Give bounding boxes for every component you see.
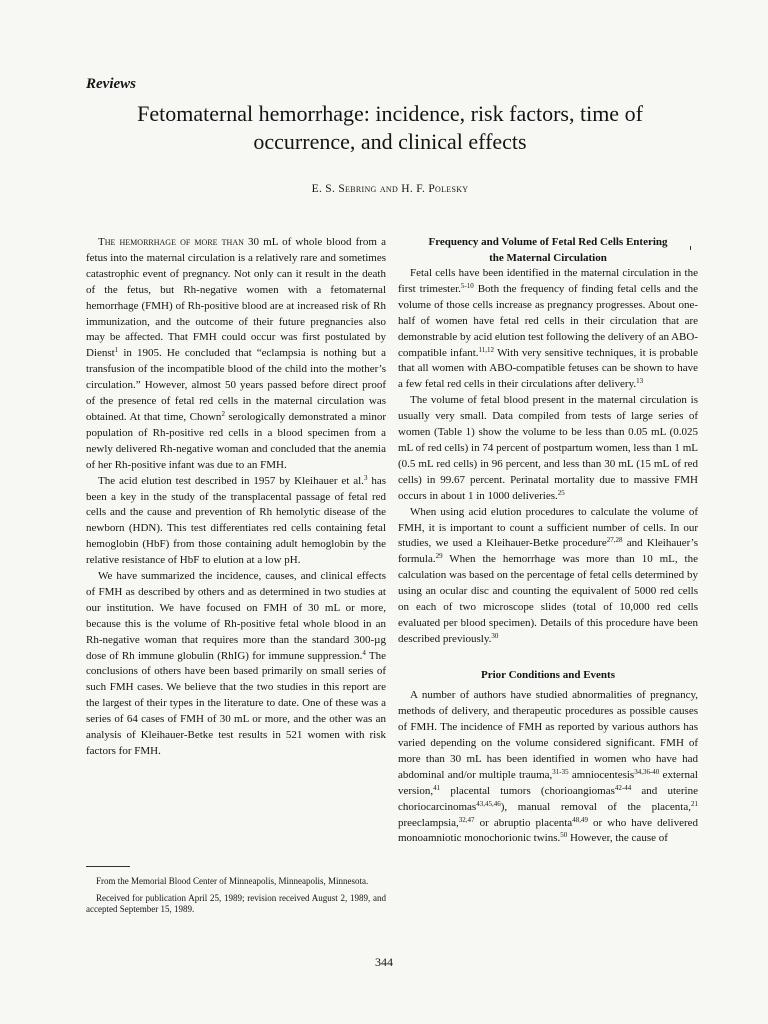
affiliation-footnote: From the Memorial Blood Center of Minneapolis, Minneapolis, Minnesota. xyxy=(96,876,369,886)
citation: 32,47 xyxy=(458,815,475,824)
citation: 5-10 xyxy=(460,281,474,290)
frequency-paragraph-2 xyxy=(398,393,698,504)
section-label: Reviews xyxy=(86,76,136,92)
footnote-divider xyxy=(86,866,130,867)
author-2-surname: olesky xyxy=(435,183,469,195)
citation: 31-35 xyxy=(552,767,569,776)
citation: 41 xyxy=(433,783,441,792)
title-line-1: Fetomaternal hemorrhage: incidence, risk factors, time of xyxy=(137,101,643,126)
paragraph-text: A number of authors have studied abnormalities of pregnancy, methods of delivery, and therapeutic procedures as possible causes of FMH. The incidence of FMH as reported by various authors has varied depending on the volume considered significant. FMH of more than 30 mL has been identified in women who have had abdominal and/or multiple trauma, xyxy=(398,689,698,781)
paragraph-text: placental tumors (chorioangiomas xyxy=(440,784,615,797)
paragraph-text: amniocentesis xyxy=(568,768,635,781)
citation: 4 xyxy=(362,648,366,657)
paragraph-text: in 1905. He concluded that “eclampsia is nothing but a transfusion of the incompatible blood of the child into the mother’s circulation.” However, almost 50 years passed before direct proof of the presence of fetal red cells in the maternal circulation was obtained. At that time, Chown xyxy=(86,347,386,423)
paragraph-text: external version, xyxy=(398,768,698,797)
paragraph-text: Both the frequency of finding fetal cells and the volume of those cells increase as pregnancy progresses. About one-half of women have fetal red cells in their circulation that are demonstrable by acid elution test following the delivery of an ABO-compatible infant. xyxy=(398,282,698,359)
paragraph-text: Fetal cells have been identified in the maternal circulation in the first trimester. xyxy=(398,267,698,295)
frequency-paragraph-1 xyxy=(398,266,698,393)
citation: 27,28 xyxy=(606,536,623,545)
section-heading-frequency xyxy=(398,235,698,266)
citation: 34,36-40 xyxy=(634,767,660,776)
page-number: 344 xyxy=(375,955,393,969)
paragraph-text: preeclampsia, xyxy=(398,816,459,829)
intro-paragraph-3 xyxy=(86,569,386,760)
intro-paragraph-1 xyxy=(86,235,386,474)
right-column xyxy=(398,235,698,847)
paragraph-text: and Kleihauer’s formula. xyxy=(398,537,698,566)
paragraph-text: has been a key in the study of the transplacental passage of fetal red cells and the cause and prevention of Rh hemolytic disease of the newborn (HDN). This test differentiates red cells containing fetal hemoglobin (HbF) from those containing adult hemoglobin by the relative resistance of HbF to elution at a low pH. xyxy=(86,474,386,567)
author-1-initials: E. S. S xyxy=(311,183,346,195)
citation: 48,49 xyxy=(572,815,588,824)
paragraph-text: serologically demonstrated a minor population of Rh-positive red cells in a blood specimen from a newly delivered Rh-negative woman and concluded that the anemia of her Rh-positive infant was due to an FMH. xyxy=(86,410,386,471)
lead-in: The hemorrhage of more than xyxy=(98,236,244,248)
citation: 42-44 xyxy=(614,783,632,792)
paragraph-text: The conclusions of others have been based primarily on small series of such FMH cases. We believe that the two studies in this report are the largest of their types in the literature to date. One of these was a series of 64 cases of FMH of 30 mL or more, and the other was an analysis of Kleihauer-Betke test results in 521 women with risk factors for FMH. xyxy=(86,649,386,757)
citation: 13 xyxy=(636,377,644,386)
paragraph-text: The acid elution test described in 1957 by Kleihauer et al. xyxy=(98,474,364,487)
citation: 50 xyxy=(560,831,568,840)
frequency-paragraph-3 xyxy=(398,505,698,648)
footnotes xyxy=(86,876,386,921)
heading-line-1: Frequency and Volume of Fetal Red Cells Entering xyxy=(428,236,668,248)
paragraph-text: With very sensitive techniques, it is probable that all women with ABO-compatible fetuses can be shown to have a few fetal red cells in their circulations after delivery. xyxy=(398,346,698,391)
title-line-2: occurrence, and clinical effects xyxy=(253,129,527,154)
heading-line-2: the Maternal Circulation xyxy=(489,251,607,264)
citation: 2 xyxy=(221,409,225,418)
paragraph-text: The volume of fetal blood present in the maternal circulation is usually very small. Data compiled from tests of large series of women (Table 1) show the volume to be less than 0.05 mL (0.025 mL of red cells) in 74 percent of postpartum women, less than 1 mL (0.5 mL red cells) in 96 percent, and less than 30 mL (15 mL of red cells) in 99.67 percent. Perinatal mortality due to massive FMH occurs in about 1 in 1000 deliveries. xyxy=(398,394,698,502)
citation: 43,45,46 xyxy=(476,799,501,808)
author-2-initials: H. F. P xyxy=(401,183,436,195)
paragraph-text: We have summarized the incidence, causes, and clinical effects of FMH as described by others and as determined in two studies at our institution. We have focused on FMH of 30 mL or more, because this is the volume of Rh-positive fetal whole blood in an Rh-negative woman that requires more than the standard 300-µg dose of Rh immune globulin (RhIG) for immune suppression. xyxy=(86,570,386,662)
paragraph-text: When the hemorrhage was more than 10 mL, the calculation was based on the percentage of fetal cells determined by using an ocular disc and counting the equivalent of 5000 red cells on each of two microscope slides (total of 10,000 red cells evaluated per blood specimen). Details of this procedure have been described previously. xyxy=(398,553,698,645)
article-title xyxy=(60,100,720,156)
citation: 25 xyxy=(557,488,565,497)
citation: 11,12 xyxy=(478,345,495,354)
intro-paragraph-2 xyxy=(86,474,386,569)
paragraph-text: ), manual removal of the placenta, xyxy=(500,800,691,813)
author-1-surname: ebring xyxy=(345,183,377,195)
paragraph-text: and uterine choriocarcinomas xyxy=(398,784,698,813)
paragraph-text: or abruptio placenta xyxy=(474,816,573,829)
paragraph-text: or who have delivered monoamniotic monochorionic twins. xyxy=(398,816,699,845)
citation: 1 xyxy=(114,346,119,355)
prior-conditions-paragraph xyxy=(398,688,698,847)
paragraph-text: However, the cause of xyxy=(567,832,668,845)
author-byline xyxy=(60,183,720,195)
citation: 3 xyxy=(363,473,368,482)
citation: 29 xyxy=(435,552,443,561)
section-heading-prior-conditions: Prior Conditions and Events xyxy=(481,668,615,681)
left-column xyxy=(86,235,386,760)
citation: 30 xyxy=(491,631,499,640)
citation: 21 xyxy=(691,799,698,808)
paragraph-text: 30 mL of whole blood from a fetus into the maternal circulation is a relatively rare and sometimes catastrophic event of pregnancy. Not only can it result in the death of the fetus, but Rh-negative women with a fetomaternal hemorrhage (FMH) of Rh-positive blood are at increased risk of Rh immunization, and the outcome of their future pregnancies also may be affected. That FMH could occur was first postulated by Dienst xyxy=(86,236,386,360)
paragraph-text: When using acid elution procedures to calculate the volume of FMH, it is important to count a sufficient number of cells. In our studies, we used a Kleihauer-Betke procedure xyxy=(398,505,698,550)
received-footnote: Received for publication April 25, 1989; revision received August 2, 1989, and accepted September 15, 1989. xyxy=(86,893,386,914)
author-conjunction: and xyxy=(379,183,399,195)
